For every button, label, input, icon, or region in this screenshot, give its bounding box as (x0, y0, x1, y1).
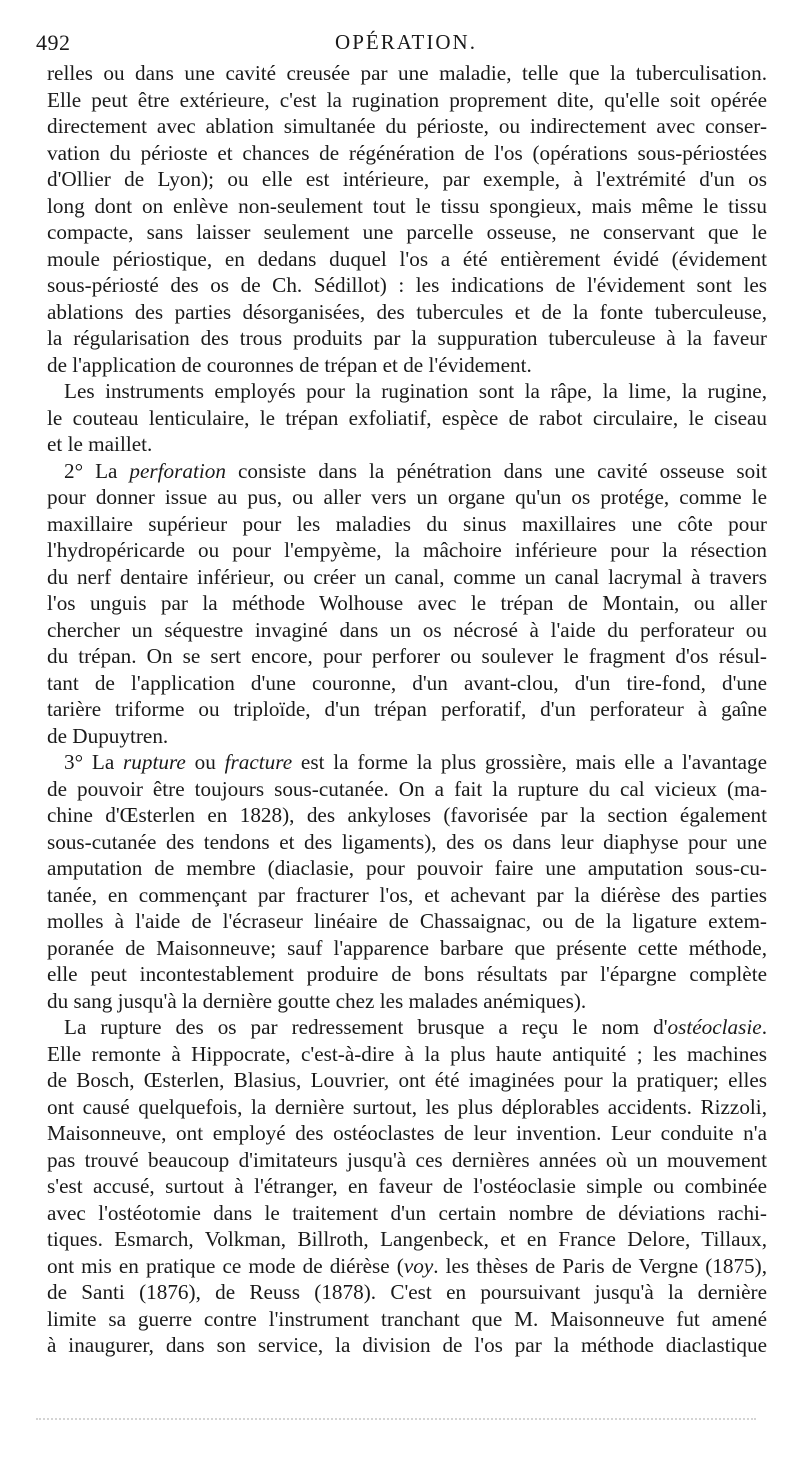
text-line (47, 696, 767, 723)
text-run: elle peut incontestablement produire de bons résultats par l'épargne complète (47, 962, 767, 986)
text-run: et le maillet. (47, 432, 153, 456)
text-line (47, 537, 767, 564)
text-run: limite sa guerre contre l'instrument tranchant que M. Maisonneuve fut amené (47, 1306, 767, 1331)
text-line (47, 855, 767, 882)
text-run: l'hydropéricarde ou pour l'empyème, la mâchoire inférieure pour la résection (47, 538, 767, 562)
text-line (47, 166, 767, 193)
text-run: consiste dans la pénétration dans une cavité osseuse soit (225, 458, 767, 483)
text-run: tarière triforme ou triploïde, d'un trépan perforatif, d'un perforateur à gaîne (47, 697, 767, 721)
text-line (47, 802, 767, 829)
text-run: le couteau lenticulaire, le trépan exfoliatif, espèce de rabot circulaire, le ciseau (47, 405, 767, 430)
text-run: du trépan. On se sert encore, pour perforer ou soulever le fragment d'os résul- (47, 644, 767, 668)
text-line (47, 193, 767, 220)
text-run: directement avec ablation simultanée du périoste, ou indirectement avec conser- (47, 114, 767, 138)
text-run: d'Ollier de Lyon); ou elle est intérieure, par exemple, à l'extrémité d'un os (47, 167, 767, 191)
text-run: ont causé quelquefois, la dernière surtout, les plus déplorables accidents. Rizzoli, (47, 1094, 767, 1119)
text-run: chine d'Œsterlen en 1828), des ankyloses (favorisée par la section également (47, 803, 767, 827)
text-run: à inaugurer, dans son service, la division de l'os par la méthode diaclastique (47, 1333, 767, 1357)
text-run: de Bosch, Œsterlen, Blasius, Louvrier, ont été imaginées pour la pratiquer; elles (47, 1068, 767, 1092)
text-line (47, 511, 767, 538)
text-line (47, 484, 767, 511)
text-run: Elle remonte à Hippocrate, c'est-à-dire à la plus haute antiquité ; les machines (47, 1041, 767, 1066)
text-run: sous-cutanée des tendons et des ligaments), des os dans leur diaphyse pour une (47, 829, 767, 854)
text-line (47, 299, 767, 326)
italic-term: fracture (224, 750, 293, 774)
text-line (47, 564, 767, 591)
text-run: relles ou dans une cavité creusée par une maladie, telle que la tuberculisation. (47, 61, 767, 85)
running-title: OPÉRATION. (335, 30, 477, 54)
text-line (47, 670, 767, 697)
italic-term: voy (403, 1253, 434, 1278)
text-line (47, 140, 767, 167)
text-line (47, 1041, 767, 1068)
text-run: chercher un séquestre invaginé dans un os nécrosé à l'aide du perforateur ou (47, 617, 767, 642)
text-run: amputation de membre (diaclasie, pour pouvoir faire une amputation sous-cu- (47, 856, 767, 880)
text-run: . les thèses de Paris de Vergne (1875), (433, 1253, 767, 1278)
text-line (47, 1120, 767, 1147)
text-run: de Dupuytren. (47, 723, 169, 748)
italic-term: perforation (129, 458, 226, 483)
text-line (47, 431, 767, 458)
text-run: tiques. Esmarch, Volkman, Billroth, Langenbeck, et en France Delore, Tillaux, (47, 1227, 767, 1251)
text-run: du nerf dentaire inférieur, ou créer un canal, comme un canal lacrymal à travers (47, 564, 767, 589)
text-line (47, 87, 767, 114)
text-line (47, 1332, 767, 1359)
text-line (47, 1226, 767, 1253)
text-run: long dont on enlève non-seulement tout le tissu spongieux, mais même le tissu (47, 193, 767, 218)
text-run: l'os unguis par la méthode Wolhouse avec le trépan de Montain, ou aller (47, 591, 767, 615)
text-run: 3° La (64, 750, 124, 774)
text-run: ou (185, 750, 225, 774)
text-line (47, 60, 767, 87)
text-line (47, 113, 767, 140)
text-run: . (761, 1015, 767, 1039)
text-line (47, 1094, 767, 1121)
text-line (47, 1306, 767, 1333)
text-line (47, 352, 767, 379)
italic-term: rupture (123, 750, 186, 774)
text-line (47, 1173, 767, 1200)
text-line (47, 1147, 767, 1174)
page-header (36, 30, 776, 60)
text-line (47, 723, 767, 750)
text-line (47, 882, 767, 909)
text-run: Maisonneuve, ont employé des ostéoclastes de leur invention. Leur conduite n'a (47, 1121, 767, 1145)
text-run: avec l'ostéotomie dans le traitement d'un certain nombre de déviations rachi- (47, 1200, 767, 1225)
text-run: ont mis en pratique ce mode de diérèse ( (47, 1253, 404, 1278)
text-run: Les instruments employés pour la rugination sont la râpe, la lime, la rugine, (64, 379, 767, 403)
text-line (47, 829, 767, 856)
text-line (47, 246, 767, 273)
text-run: pour donner issue au pus, ou aller vers un organe qu'un os protége, comme le (47, 485, 767, 509)
text-line (47, 405, 767, 432)
text-line (47, 1067, 767, 1094)
italic-term: ostéoclasie (667, 1015, 762, 1039)
text-line (47, 1014, 767, 1041)
text-line (47, 1279, 767, 1306)
text-run: de pouvoir être toujours sous-cutanée. On a fait la rupture du cal vicieux (ma- (47, 776, 767, 801)
text-line (47, 1253, 767, 1280)
text-run: compacte, sans laisser seulement une parcelle osseuse, ne conservant que le (47, 220, 767, 244)
text-line (47, 378, 767, 405)
text-line (47, 325, 767, 352)
text-run: vation du périoste et chances de régénération de l'os (opérations sous-périostées (47, 140, 767, 165)
text-run: moule périostique, en dedans duquel l'os a été entièrement évidé (évidement (47, 246, 767, 271)
text-line (47, 776, 767, 803)
text-line (47, 458, 767, 485)
text-run: La rupture des os par redressement brusque a reçu le nom d' (64, 1015, 668, 1039)
text-line (47, 988, 767, 1015)
text-run: tant de l'application d'une couronne, d'un avant-clou, d'un tire-fond, d'une (47, 670, 767, 695)
footer-smudge (36, 1418, 756, 1424)
text-line (47, 1200, 767, 1227)
text-run: de l'application de couronnes de trépan et de l'évidement. (47, 352, 532, 377)
text-line (47, 643, 767, 670)
text-run: maxillaire supérieur pour les maladies du sinus maxillaires une côte pour (47, 511, 767, 536)
text-run: est la forme la plus grossière, mais elle a l'avantage (292, 750, 767, 774)
text-run: molles à l'aide de l'écraseur linéaire de Chassaignac, ou de la ligature extem- (47, 909, 767, 933)
text-line (47, 272, 767, 299)
body-text (47, 60, 767, 1359)
text-run: de Santi (1876), de Reuss (1878). C'est en poursuivant jusqu'à la dernière (47, 1280, 767, 1304)
text-line (47, 617, 767, 644)
text-line (47, 961, 767, 988)
text-run: ablations des parties désorganisées, des tubercules et de la fonte tuberculeuse, (47, 299, 767, 324)
text-line (47, 749, 767, 776)
page-number: 492 (36, 30, 71, 55)
text-run: la régularisation des trous produits par la suppuration tuberculeuse à la faveur (47, 326, 767, 350)
text-run: tanée, en commençant par fracturer l'os, et achevant par la diérèse des parties (47, 882, 767, 907)
text-run: du sang jusqu'à la dernière goutte chez les malades anémiques). (47, 988, 587, 1013)
text-run: 2° La (64, 458, 130, 483)
text-line (47, 219, 767, 246)
text-run: poranée de Maisonneuve; sauf l'apparence barbare que présente cette méthode, (47, 935, 767, 960)
text-line (47, 908, 767, 935)
text-run: Elle peut être extérieure, c'est la rugination proprement dite, qu'elle soit opérée (47, 87, 767, 112)
text-line (47, 935, 767, 962)
text-line (47, 590, 767, 617)
text-run: s'est accusé, surtout à l'étranger, en faveur de l'ostéoclasie simple ou combinée (47, 1174, 767, 1198)
text-run: sous-périosté des os de Ch. Sédillot) : les indications de l'évidement sont les (47, 273, 767, 297)
text-run: pas trouvé beaucoup d'imitateurs jusqu'à ces dernières années où un mouvement (47, 1147, 767, 1172)
